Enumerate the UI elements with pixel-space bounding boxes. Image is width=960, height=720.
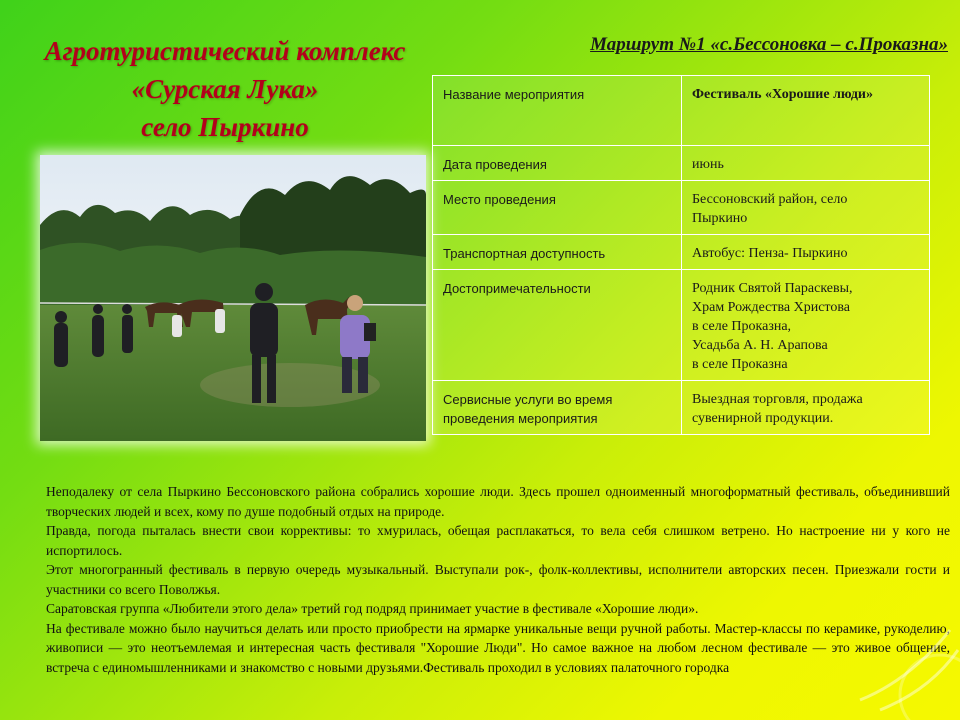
- row-label: Достопримечательности: [433, 270, 682, 381]
- festival-photo: [40, 155, 426, 441]
- paragraph: На фестивале можно было научиться делать или просто приобрести на ярмарке уникальные вещи ручной работы. Мастер-классы по керамике, рукоделию, живописи — это неотъемлемая и интересная часть фестиваля "Хорошие Люди". Но самое важное на любом лесном фестивале — это живое общение, встреча с единомышленниками и знакомство с новыми друзьями.Фестиваль проходил в условиях палаточного городка: [46, 620, 950, 675]
- row-label: Место проведения: [433, 181, 682, 235]
- row-label: Транспортная доступность: [433, 235, 682, 270]
- title-line-1: Агротуристический комплекс: [44, 36, 406, 66]
- table-row: [433, 270, 930, 381]
- row-value: Автобус: Пенза- Пыркино: [682, 235, 930, 270]
- title-line-2: «Сурская Лука»: [131, 74, 319, 104]
- row-label: Дата проведения: [433, 146, 682, 181]
- table-row: [433, 181, 930, 235]
- row-value: Бессоновский район, село Пыркино: [682, 181, 930, 235]
- paragraph: Этот многогранный фестиваль в первую очередь музыкальный. Выступали рок-, фолк-коллективы, исполнители авторских песен. Приезжали гости и участники со всего Поволжья.: [46, 562, 950, 597]
- title-line-3: село Пыркино: [141, 112, 309, 142]
- row-label: Название мероприятия: [433, 76, 682, 146]
- row-value: Выездная торговля, продажа сувенирной продукции.: [682, 381, 930, 435]
- paragraph: Саратовская группа «Любители этого дела» третий год подряд принимает участие в фестивале «Хорошие люди».: [46, 601, 699, 616]
- article-text: [46, 482, 950, 677]
- route-heading: Маршрут №1 «с.Бессоновка – с.Проказна»: [590, 34, 948, 55]
- row-label: Сервисные услуги во время проведения мероприятия: [433, 381, 682, 435]
- slide-title: [0, 32, 450, 146]
- festival-photo-illustration: [40, 155, 426, 441]
- event-info-table: [432, 75, 930, 435]
- row-value: июнь: [682, 146, 930, 181]
- table-row: [433, 146, 930, 181]
- table-row: [433, 76, 930, 146]
- table-row: [433, 235, 930, 270]
- paragraph: Правда, погода пыталась внести свои коррективы: то хмурилась, обещая расплакаться, то вела себя слишком ветрено. Но настроение ни у кого не испортилось.: [46, 523, 950, 558]
- row-value: Родник Святой Параскевы, Храм Рождества Христова в селе Проказна, Усадьба А. Н. Арапова в селе Проказна: [682, 270, 930, 381]
- row-value: Фестиваль «Хорошие люди»: [682, 76, 930, 146]
- paragraph: Неподалеку от села Пыркино Бессоновского района собрались хорошие люди. Здесь прошел одноименный многоформатный фестиваль, объединивший творческих людей и всех, кому по душе подобный отдых на природе.: [46, 484, 950, 519]
- table-row: [433, 381, 930, 435]
